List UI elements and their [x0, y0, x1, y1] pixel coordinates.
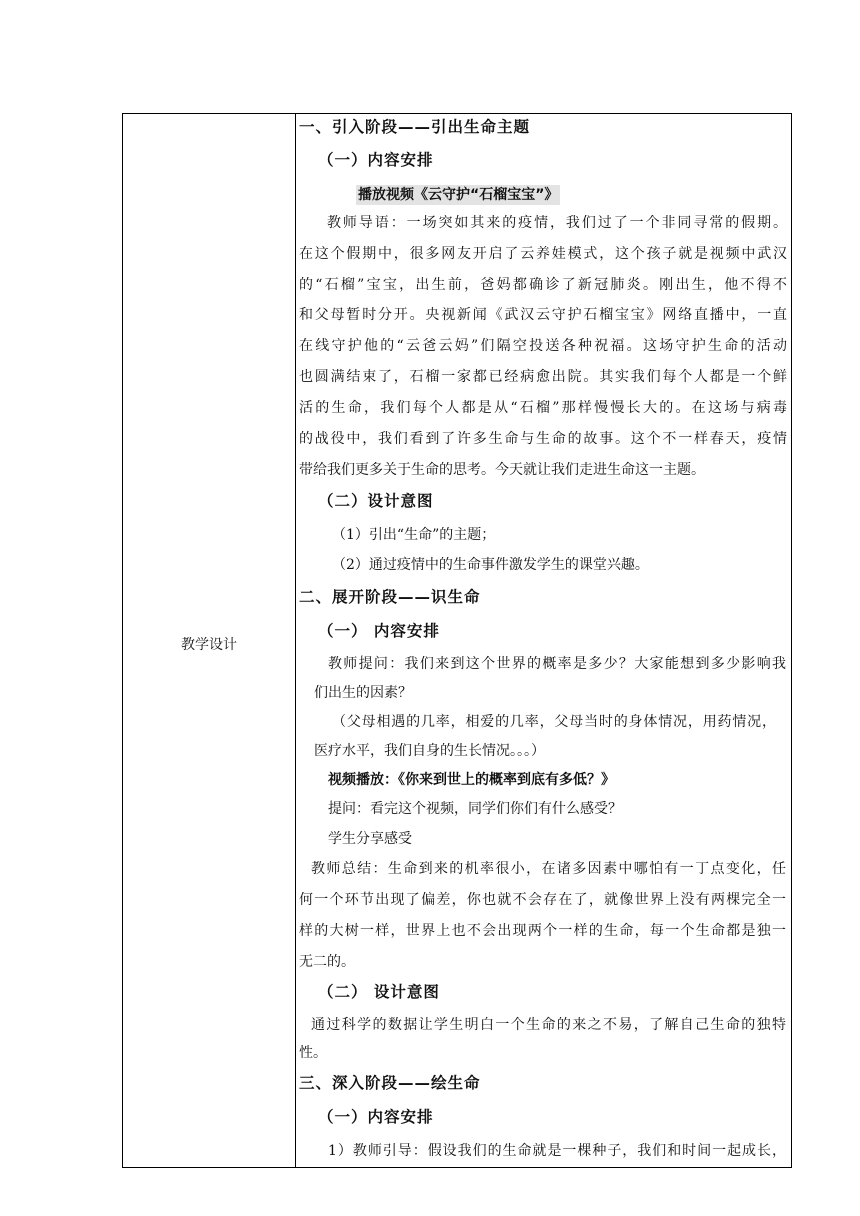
lesson-design-table [122, 113, 792, 1168]
section-heading-deepen: 三、深入阶段——绘生命 [299, 1074, 481, 1092]
paragraph-line: 们出生的因素？ [314, 685, 412, 701]
paragraph-line: 性。 [299, 1045, 327, 1061]
paragraph-line: 何一个环节出现了偏差，你也就不会存在了，就像世界上没有两棵完全一 [299, 892, 786, 908]
paragraph-line: 样的大树一样，世界上也不会出现两个一样的生命，每一个生命都是独一 [299, 923, 786, 939]
subheading-content-arrangement: （一）内容安排 [318, 1108, 434, 1126]
section-heading-expand: 二、展开阶段——识生命 [299, 588, 481, 606]
intent-item: （2）通过疫情中的生命事件激发学生的课堂兴趣。 [332, 557, 649, 573]
subheading-content-arrangement: （一） 内容安排 [318, 622, 440, 640]
section-heading-intro: 一、引入阶段——引出生命主题 [299, 118, 531, 136]
subheading-design-intent: （二）设计意图 [318, 492, 434, 510]
paragraph-line: 带给我们更多关于生命的思考。今天就让我们走进生命这一主题。 [299, 462, 705, 478]
paragraph-line: （父母相遇的几率，相爱的几率，父母当时的身体情况，用药情况， [332, 714, 776, 730]
video-play-line: 视频播放：《你来到世上的概率到底有多低？》 [328, 772, 615, 788]
paragraph-line: 教师总结：生命到来的机率很小，在诸多因素中哪怕有一丁点变化，任 [311, 861, 786, 877]
question-line: 提问：看完这个视频，同学们你们有什么感受？ [328, 801, 622, 817]
subheading-design-intent: （二） 设计意图 [318, 983, 440, 1001]
paragraph-line: 和父母暂时分开。央视新闻《武汉云守护石榴宝宝》网络直播中，一直 [299, 307, 787, 323]
row-label-teaching-design: 教学设计 [181, 637, 237, 653]
paragraph-line: 无二的。 [299, 954, 355, 970]
paragraph-line: 通过科学的数据让学生明白一个生命的来之不易，了解自己生命的独特 [311, 1017, 786, 1033]
content-cell [296, 114, 791, 1167]
paragraph-line: 的“石榴”宝宝，出生前，爸妈都确诊了新冠肺炎。刚出生，他不得不 [299, 277, 787, 293]
paragraph-line: 的战役中，我们看到了许多生命与生命的故事。这个不一样春天，疫情 [299, 431, 787, 447]
paragraph-line: 也圆满结束了，石榴一家都已经病愈出院。其实我们每个人都是一个鲜 [299, 369, 787, 385]
subheading-content-arrangement: （一）内容安排 [318, 151, 434, 169]
intent-item: （1）引出“生命”的主题； [332, 527, 496, 543]
paragraph-line: 教师导语：一场突如其来的疫情，我们过了一个非同寻常的假期。 [327, 215, 787, 231]
paragraph-line: 在这个假期中，很多网友开启了云养娃模式，这个孩子就是视频中武汉 [299, 246, 787, 262]
student-share-line: 学生分享感受 [328, 831, 412, 847]
paragraph-line: 1）教师引导：假设我们的生命就是一棵种子，我们和时间一起成长， [328, 1143, 786, 1159]
paragraph-line: 教师提问：我们来到这个世界的概率是多少？大家能想到多少影响我 [328, 656, 786, 672]
video-title: 播放视频《云守护“石榴宝宝”》 [358, 187, 559, 203]
paragraph-line: 医疗水平，我们自身的生长情况。。。） [314, 743, 545, 759]
paragraph-line: 活的生命，我们每个人都是从“石榴”那样慢慢长大的。在这场与病毒 [299, 400, 787, 416]
paragraph-line: 在线守护他的“云爸云妈”们隔空投送各种祝福。这场守护生命的活动 [299, 338, 787, 354]
